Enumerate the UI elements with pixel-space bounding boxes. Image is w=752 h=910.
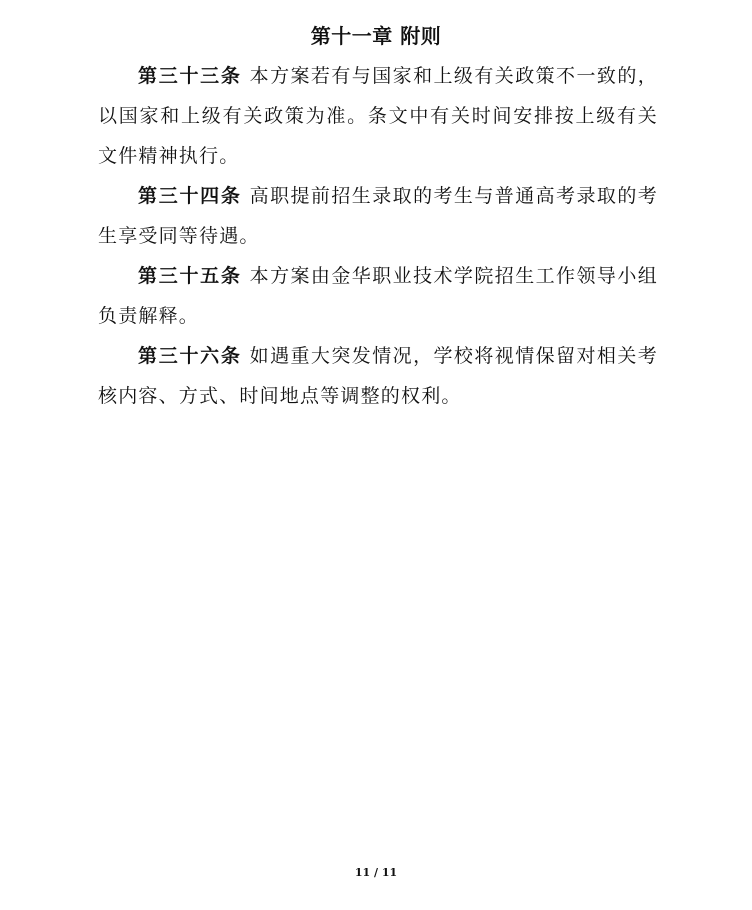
articles-body [98,56,658,416]
article-33 [98,56,658,176]
article-number: 第三十五条 [138,265,242,287]
article-text: 高职提前招生录取的考生与普通高考录取的考生享受同等待遇。 [98,185,658,247]
article-number: 第三十四条 [138,185,242,207]
article-text: 本方案由金华职业技术学院招生工作领导小组负责解释。 [98,265,658,327]
article-number: 第三十三条 [138,65,242,87]
page-number: 11 / 11 [354,866,398,879]
article-35 [98,256,658,336]
article-text: 本方案若有与国家和上级有关政策不一致的，以国家和上级有关政策为准。条文中有关时间安排按上级有关文件精神执行。 [98,65,658,167]
article-text: 如遇重大突发情况，学校将视情保留对相关考核内容、方式、时间地点等调整的权利。 [98,345,658,407]
article-34 [98,176,658,256]
article-36 [98,336,658,416]
article-number: 第三十六条 [138,345,242,367]
chapter-title: 第十一章 附则 [310,24,442,48]
